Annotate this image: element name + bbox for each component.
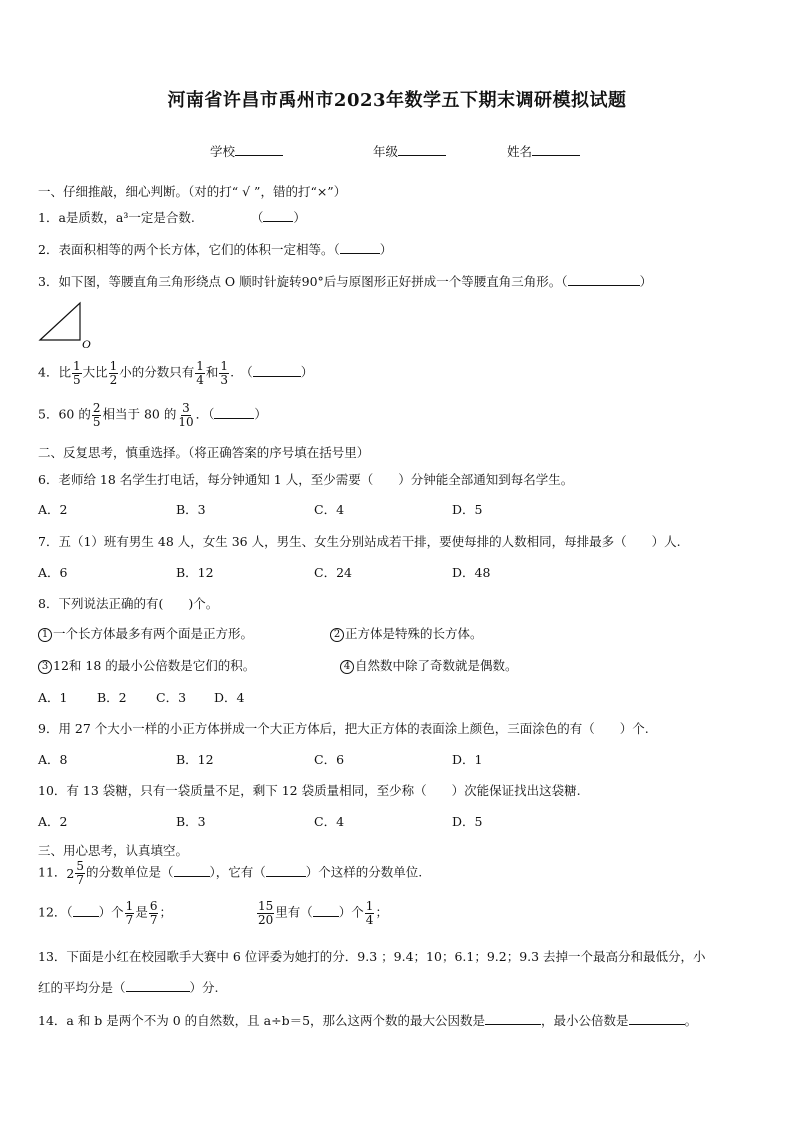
answer-blank-1[interactable] — [263, 221, 293, 222]
question-12: 12．（ ）个 $\frac{1}{7}$ 是 $\frac{6}{7}$ ； $\frac{15}{20}$ 里有（ ）个 $\frac{1}{4}$ ； — [38, 899, 388, 927]
option-b[interactable]: B．2 — [97, 690, 127, 705]
name-field[interactable] — [507, 142, 580, 160]
option-a[interactable]: A．2 — [38, 502, 68, 517]
fraction: $\frac{1}{7}$ — [125, 899, 134, 927]
point-o-label: O — [82, 337, 91, 350]
answer-blank-13[interactable] — [126, 991, 190, 992]
option-a[interactable]: A．1 — [38, 690, 68, 705]
option-d[interactable]: D．1 — [452, 752, 483, 767]
option-b[interactable]: B．3 — [176, 502, 206, 517]
option-c[interactable]: C．4 — [314, 814, 345, 829]
section-2-heading: 二、反复思考，慎重选择。（将正确答案的序号填在括号里） — [38, 445, 370, 460]
option-c[interactable]: C．6 — [314, 752, 345, 767]
question-13-line-1: 13．下面是小红在校园歌手大赛中 6 位评委为她打的分．9.3 ；9.4；10；6.1；9.2；9.3 去掉一个最高分和最低分，小 — [38, 949, 706, 964]
name-label: 姓名 — [507, 144, 533, 159]
triangle-figure — [38, 300, 98, 350]
answer-blank-14b[interactable] — [629, 1024, 685, 1025]
option-d[interactable]: D．48 — [452, 565, 491, 580]
question-6: 6．老师给 18 名学生打电话，每分钟通知 1 人，至少需要（ ）分钟能全部通知到每名学生。 — [38, 472, 574, 487]
answer-blank-2[interactable] — [340, 253, 380, 254]
mixed-number: 2 $\frac{5}{7}$ — [66, 859, 84, 887]
question-3: 3．如下图，等腰直角三角形绕点 O 顺时针旋转90°后与原图形正好拼成一个等腰直角三角形。（ ） — [38, 274, 653, 289]
fraction: $\frac{15}{20}$ — [257, 899, 274, 927]
section-1-heading: 一、仔细推敲，细心判断。（对的打“ √ ”，错的打“×”） — [38, 184, 347, 199]
question-13-line-2: 红的平均分是（ ）分. — [38, 980, 219, 995]
option-d[interactable]: D．4 — [214, 690, 245, 705]
question-8: 8．下列说法正确的有( )个。 — [38, 596, 219, 611]
question-11: 11． 2 $\frac{5}{7}$ 的分数单位是（ ），它有（ ）个这样的分数单位. — [38, 859, 423, 887]
school-label: 学校 — [210, 144, 236, 159]
question-9: 9．用 27 个大小一样的小正方体拼成一个大正方体后，把大正方体的表面涂上颜色，三面涂色的有（ ）个. — [38, 721, 649, 736]
answer-blank-14a[interactable] — [485, 1024, 541, 1025]
question-4: 4．比 $\frac{1}{5}$ 大比 $\frac{1}{2}$ 小的分数只有 $\frac{1}{4}$ 和 $\frac{1}{3}$ . （ ） — [38, 359, 314, 387]
answer-blank-11b[interactable] — [266, 876, 306, 877]
answer-blank-11a[interactable] — [174, 876, 210, 877]
option-b[interactable]: B．3 — [176, 814, 206, 829]
fraction: $\frac{2}{5}$ — [92, 401, 101, 429]
grade-field[interactable] — [373, 142, 446, 160]
grade-label: 年级 — [373, 144, 399, 159]
question-1: 1．a是质数，a³一定是合数. （ ） — [38, 210, 306, 225]
question-2: 2．表面积相等的两个长方体，它们的体积一定相等。（ ） — [38, 242, 393, 257]
answer-blank-12a[interactable] — [73, 916, 99, 917]
fraction: $\frac{1}{5}$ — [72, 359, 81, 387]
option-b[interactable]: B．12 — [176, 752, 214, 767]
fraction: $\frac{1}{4}$ — [196, 359, 204, 387]
statement-3: 3 12和 18 的最小公倍数是它们的积。 — [38, 656, 255, 674]
option-a[interactable]: A．2 — [38, 814, 68, 829]
fraction: $\frac{6}{7}$ — [149, 899, 158, 927]
option-b[interactable]: B．12 — [176, 565, 214, 580]
section-3-heading: 三、用心思考，认真填空。 — [38, 843, 189, 858]
option-c[interactable]: C．3 — [156, 690, 187, 705]
option-c[interactable]: C．24 — [314, 565, 352, 580]
answer-blank-5[interactable] — [214, 418, 254, 419]
question-10: 10．有 13 袋糖，只有一袋质量不足，剩下 12 袋质量相同，至少称（ ）次能保证找出这袋糖. — [38, 783, 581, 798]
fraction: $\frac{3}{10}$ — [178, 401, 194, 429]
option-c[interactable]: C．4 — [314, 502, 345, 517]
option-d[interactable]: D．5 — [452, 814, 483, 829]
question-14: 14．a 和 b 是两个不为 0 的自然数，且 a÷b＝5，那么这两个数的最大公因数是 ，最小公倍数是 。 — [38, 1013, 698, 1028]
statement-2: 2 正方体是特殊的长方体。 — [330, 624, 483, 642]
answer-blank-12b[interactable] — [313, 916, 339, 917]
answer-blank-4[interactable] — [253, 376, 301, 377]
question-5: 5．60 的 $\frac{2}{5}$ 相当于 80 的 $\frac{3}{10}$ ．（ ） — [38, 401, 267, 429]
fraction: $\frac{1}{3}$ — [220, 359, 229, 387]
fraction: $\frac{1}{2}$ — [109, 359, 118, 387]
statement-1: 1 一个长方体最多有两个面是正方形。 — [38, 624, 253, 642]
fraction: $\frac{1}{4}$ — [365, 899, 374, 927]
option-d[interactable]: D．5 — [452, 502, 483, 517]
answer-blank-3[interactable] — [568, 285, 640, 286]
school-field[interactable] — [210, 142, 283, 160]
question-7: 7．五（1）班有男生 48 人，女生 36 人，男生、女生分别站成若干排，要使每排的人数相同，每排最多（ ）人. — [38, 534, 681, 549]
option-a[interactable]: A．8 — [38, 752, 68, 767]
statement-4: 4 自然数中除了奇数就是偶数。 — [340, 656, 518, 674]
option-a[interactable]: A．6 — [38, 565, 68, 580]
page-title: 河南省许昌市禹州市2023年数学五下期末调研模拟试题 — [167, 90, 627, 111]
